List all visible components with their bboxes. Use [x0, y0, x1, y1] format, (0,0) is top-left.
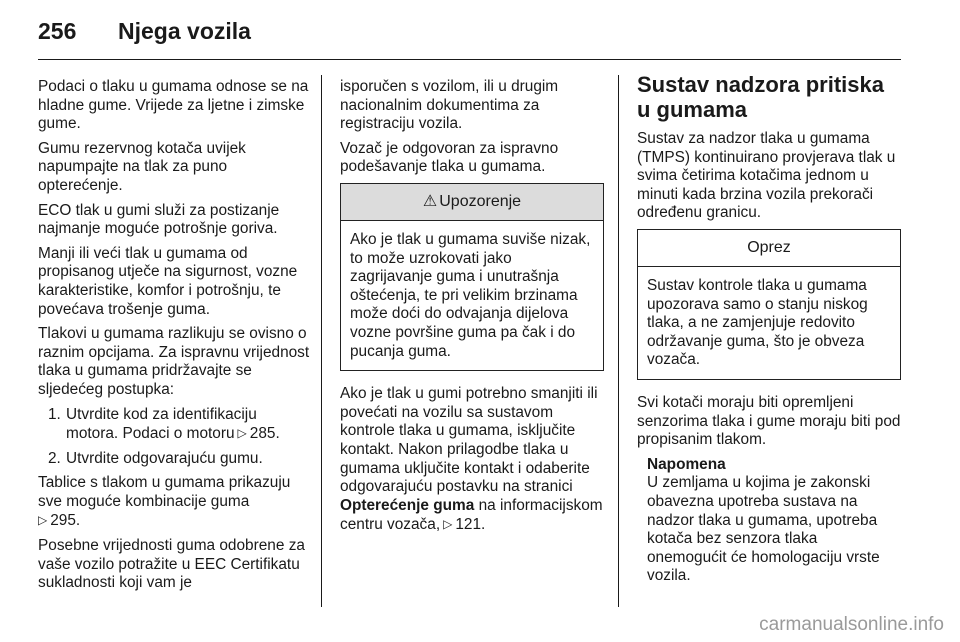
list-item-text: Utvrdite odgovarajuću gumu. [66, 449, 263, 467]
paragraph: Svi kotači moraju biti opremljeni senzorima tlaka i gume moraju biti pod propisanim tlakom. [637, 393, 901, 449]
page-number: 256 [38, 18, 77, 44]
header-rule [38, 59, 901, 60]
paragraph: Sustav za nadzor tlaka u gumama (TMPS) kontinuirano provjerava tlak u svima četirima kotačima jednom u minuti kada brzina vozila prekorači određenu granicu. [637, 130, 896, 222]
list-item-text: Utvrdite kod za identifikaciju motora. Podaci o motoru [66, 405, 257, 443]
paragraph: ECO tlak u gumi služi za postizanje najmanje moguće potrošnje goriva. [38, 201, 280, 238]
caution-box-header: Oprez [638, 230, 900, 267]
note-body: U zemljama u kojima je zakonski obavezna upotreba sustava na nadzor tlaka u gumama, upotreba kotača bez senzora tlaka onemogućit će homologaciju vrste vozila. [647, 474, 880, 585]
paragraph: Manji ili veći tlak u gumama od propisanog utječe na sigurnost, vozne karakteristike, komfor i potrošnju, te povećava trošenje guma. [38, 244, 298, 318]
paragraph: Tlakovi u gumama razlikuju se ovisno o raznim opcijama. Za ispravnu vrijednost tlaka u gumama pridržavajte se sljedećeg postupka: [38, 325, 310, 398]
list-number: 1. [48, 405, 61, 423]
paragraph: Posebne vrijednosti guma odobrene za vaše vozilo potražite u EEC Certifikatu sukladnosti koji vam je [38, 537, 305, 592]
procedure-list [38, 406, 310, 469]
page-reference-link[interactable]: 285. [249, 425, 280, 443]
warning-body: Ako je tlak u gumama suviše nizak, to može uzrokovati jako zagrijavanje guma i unutrašnja oštećenja, te pri velikim brzinama može doći do odvajanja dijelova vozne površine guma pa čak i do pucanja guma. [350, 230, 591, 360]
paragraph: isporučen s vozilom, ili u drugim nacionalnim dokumentima za registraciju vozila. [340, 78, 559, 133]
warning-box [340, 183, 604, 371]
paragraph: Tablice s tlakom u gumama prikazuju sve moguće kombinacije guma ▷ 295. [38, 474, 291, 530]
paragraph: Vozač je odgovoran za ispravno podešavanje tlaka u gumama. [340, 139, 559, 176]
paragraph: Ako je tlak u gumi potrebno smanjiti ili povećati na vozilu sa sustavom kontrole tlaka u gumama, isključite kontakt. Nakon prilagodbe tlaka u gumama uključite kontakt i odaberite odgovarajuću postavku na stranici Opterećenje guma na informacijskom centru vozača, ▷ 121. [340, 385, 603, 534]
reference-arrow-icon: ▷ [237, 426, 247, 441]
note [637, 456, 901, 586]
column-1 [38, 78, 310, 599]
reference-arrow-icon: ▷ [38, 513, 48, 528]
page-title: Njega vozila [118, 18, 251, 44]
list-number: 2. [48, 449, 61, 467]
column-divider [321, 75, 322, 607]
column-2 [340, 78, 604, 541]
warning-triangle-icon: ⚠ [422, 192, 438, 210]
reference-arrow-icon: ▷ [443, 517, 453, 532]
watermark: carmanualsonline.info [759, 614, 944, 635]
warning-title: Upozorenje [439, 192, 522, 210]
page-reference-link[interactable]: 121. [455, 516, 486, 534]
list-item [38, 406, 310, 444]
warning-box-header [341, 184, 603, 221]
page-reference-link[interactable]: 295. [50, 512, 81, 530]
paragraph: Podaci o tlaku u gumama odnose se na hladne gume. Vrijede za ljetne i zimske gume. [38, 78, 309, 133]
caution-box [637, 229, 901, 380]
caution-body: Sustav kontrole tlaka u gumama upozorava samo o stanju niskog tlaka, a ne zamjenjuje redovito održavanje guma, što je obveza vozača. [647, 276, 868, 369]
setting-name: Opterećenje guma [340, 496, 475, 514]
note-title: Napomena [647, 455, 726, 473]
list-item [38, 450, 310, 469]
section-title: Sustav nadzora pritiska u gumama [637, 72, 884, 122]
paragraph: Gumu rezervnog kotača uvijek napumpajte na tlak za puno opterećenje. [38, 139, 246, 194]
column-3 [637, 72, 901, 586]
column-divider [618, 75, 619, 607]
